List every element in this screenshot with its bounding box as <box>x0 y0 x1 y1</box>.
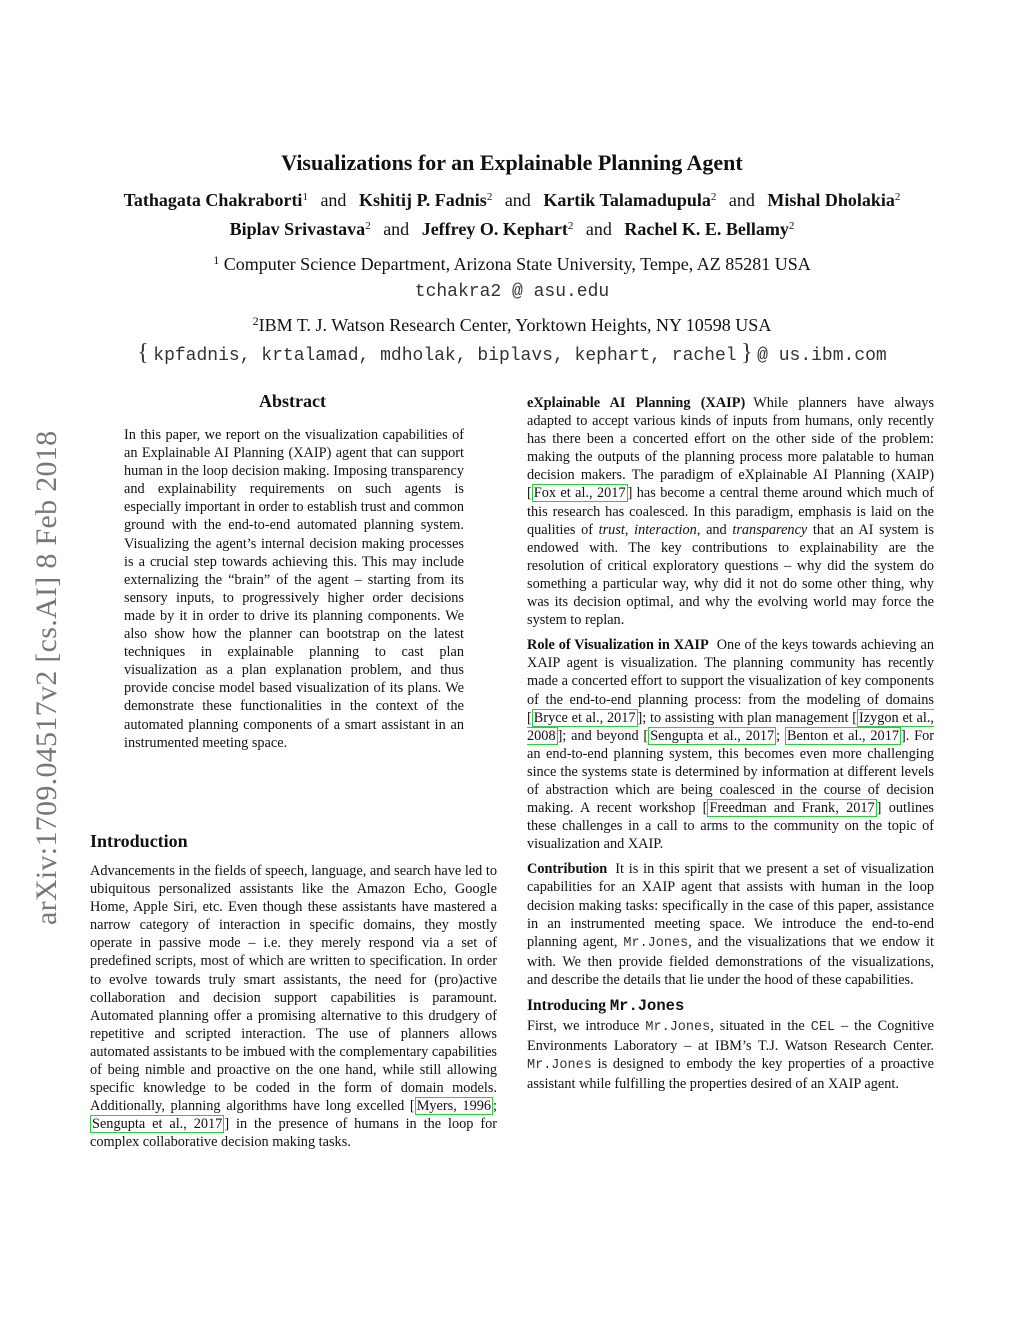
emph-text: interaction <box>634 521 697 538</box>
emph-text: trust <box>598 521 625 538</box>
author-name: Mishal Dholakia <box>767 190 895 210</box>
author-sup: 1 <box>302 191 308 203</box>
para-text: – the Cognitive Environments Laboratory – at IBM’s T.J. Watson Research Center. <box>527 1018 934 1055</box>
para-text: ] has become a central theme around which much of this research has coalesced. In this paradigm, emphasis is laid on the qualities of <box>527 485 934 538</box>
author-name: Jeffrey O. Kephart <box>421 219 568 239</box>
email-domain: @ us.ibm.com <box>757 346 887 366</box>
para-text: ]; to assisting with plan management [ <box>637 709 857 726</box>
author-name: Rachel K. E. Bellamy <box>624 219 789 239</box>
para-text: One of the keys towards achieving an XAIP agent is visualization. The planning community has recently made a concerted effort to support the visualization of key components of the end-to-end planning process: from the modeling of domains [ <box>527 637 934 726</box>
author-name: Biplav Srivastava <box>229 219 366 239</box>
intro-body <box>90 862 497 1152</box>
affiliation-text: IBM T. J. Watson Research Center, Yorktown Heights, NY 10598 USA <box>258 315 772 335</box>
para-text: ]. For an end-to-end planning system, this becomes even more challenging since the systems state is determined by information at different levels of abstraction which are being coalesced in the course of decision making. A recent workshop [ <box>527 727 934 817</box>
para-text: While planners have always adapted to accept various kinds of inputs from humans, only recently has there been a concerted effort on the other side of the problem: making the outputs of the planning process more palatable to human decision makers. The paradigm of eXplainable AI Planning (XAIP) [ <box>527 395 935 502</box>
brace-open: { <box>137 340 149 366</box>
code-text: Mr.Jones <box>623 935 689 951</box>
and-word: and <box>504 190 531 210</box>
intro-text: ] in the presence of humans in the loop for complex collaborative decision making tasks. <box>90 1116 497 1151</box>
affiliation-text: Computer Science Department, Arizona State University, Tempe, AZ 85281 USA <box>223 254 811 274</box>
email-names: kpfadnis, krtalamad, mdholak, biplavs, kephart, rachel <box>153 346 737 366</box>
affiliation-sup: 2 <box>252 314 259 328</box>
author-sup: 2 <box>365 220 371 232</box>
role-paragraph <box>527 636 934 853</box>
para-text: ] outlines these challenges in a call to arms to the community on the topic of visualization and XAIP. <box>527 800 934 853</box>
para-text: , and <box>696 521 733 538</box>
cite-sep: ; <box>776 727 785 744</box>
citation-link[interactable]: Fox et al., 2017 <box>533 485 626 502</box>
author-name: Kshitij P. Fadnis <box>358 190 487 210</box>
email-1: tchakra2 @ asu.edu <box>414 282 610 302</box>
para-text: It is in this spirit that we present a set of visualization capabilities for an XAIP agent that assists with human in the loop decision making tasks: specifically in the case of this paper, assistance in an instrumented meeting space. We introduce the end-to-end planning agent, <box>527 861 934 950</box>
citation-link[interactable]: Freedman and Frank, 2017 <box>709 800 875 817</box>
para-text: ]; and beyond [ <box>557 727 649 744</box>
para-text: , <box>624 521 635 538</box>
and-word: and <box>383 219 410 239</box>
author-sup: 2 <box>788 220 795 232</box>
xaip-paragraph <box>527 394 934 629</box>
authors-line-2 <box>0 219 1024 240</box>
abstract-body: In this paper, we report on the visualization capabilities of an Explainable AI Planning (XAIP) agent that can support human in the loop decision making. Imposing transparency and explainability requirements on such agents is especially important in order to establish trust and common ground with the end-to-end automated planning system. Visualizing the agent’s internal decision making processes is a crucial step towards achieving this. This may include externalizing the “brain” of the agent – starting from its sensory inputs, to progressively higher order decisions made by it in order to drive its planning components. We also show how the planner can bootstrap on the latest techniques in explainable planning to cast plan visualization as a plan explanation problem, and thus provide concise model based visualization of its plans. We demonstrate these functionalities in the context of the automated planning components of a smart assistant in an instrumented meeting space. <box>124 427 464 751</box>
para-text: , and the visualizations that we endow it with. We then provide fielded demonstrations of the visualizations, and describe the details that lie under the hood of these capabilities. <box>527 933 934 988</box>
author-sup: 2 <box>894 191 901 203</box>
emph-text: transparency <box>732 521 808 538</box>
citation-link[interactable]: Sengupta et al., 2017 <box>650 727 775 744</box>
cite-sep: ; <box>493 1098 498 1115</box>
citation-link[interactable]: Izygon et al., 2008 <box>527 709 934 744</box>
citation-link[interactable]: Sengupta et al., 2017 <box>92 1116 223 1133</box>
affiliation-2 <box>0 314 1024 336</box>
para-text: , situated in the <box>710 1018 811 1035</box>
citation-link[interactable]: Myers, 1996 <box>416 1098 492 1115</box>
arxiv-stamp: arXiv:1709.04517v2 [cs.AI] 8 Feb 2018 <box>30 430 63 925</box>
and-word: and <box>585 219 612 239</box>
code-text: CEL <box>810 1020 836 1036</box>
author-name: Kartik Talamadupula <box>543 190 711 210</box>
and-word: and <box>728 190 755 210</box>
citation-link[interactable]: Bryce et al., 2017 <box>533 709 636 726</box>
contribution-runin-heading: Contribution <box>527 861 608 878</box>
author-name: Tathagata Chakraborti <box>123 190 303 210</box>
code-text: Mr.Jones <box>645 1020 711 1036</box>
para-text: is designed to embody the key properties of a proactive assistant while fulfilling the properties desired of an XAIP agent. <box>527 1056 934 1093</box>
paper-title: Visualizations for an Explainable Planning Agent <box>281 150 743 175</box>
role-runin-heading: Role of Visualization in XAIP <box>527 637 709 654</box>
intro-heading: Introduction <box>90 831 188 851</box>
email-2 <box>0 340 1024 367</box>
subhead-text: Introducing <box>527 997 610 1014</box>
abstract-heading: Abstract <box>259 391 326 411</box>
brace-close: } <box>741 340 753 366</box>
author-sup: 2 <box>710 191 717 203</box>
affiliation-sup: 1 <box>213 253 220 267</box>
authors-line-1 <box>0 190 1024 211</box>
subhead-code: Mr.Jones <box>609 997 685 1015</box>
introducing-heading <box>527 997 934 1015</box>
contribution-paragraph <box>527 860 934 989</box>
para-text: that an AI system is endowed with. The key contributions to explainability are the resolution of critical exploratory questions – why did the system do something a particular way, why did it not do some other thing, why was its decision optimal, and why the evolving world may force the system to replan. <box>527 521 934 629</box>
right-column <box>527 394 934 1100</box>
code-text: Mr.Jones <box>527 1058 592 1074</box>
para-text: First, we introduce <box>527 1018 646 1035</box>
affiliation-1 <box>0 253 1024 275</box>
and-word: and <box>320 190 347 210</box>
author-sup: 2 <box>486 191 493 203</box>
author-sup: 2 <box>567 220 574 232</box>
introducing-paragraph <box>527 1017 934 1093</box>
intro-text: Advancements in the fields of speech, language, and search have led to ubiquitous personalized assistants like the Amazon Echo, Google Home, Apple Siri, etc. Even though these assistants have mastered a narrow category of interaction in specific domains, they mostly operate in passive mode – i.e. they merely respond via a set of predefined scripts, most of which are written to specification. In order to evolve towards truly smart assistants, the need for (pro)active collaboration and decision support capabilities is paramount. Automated planning offer a promising alternative to this drudgery of repetitive and scripted interaction. The use of planners allows automated assistants to be imbued with the complementary capabilities of being nimble and proactive on the one hand, while still allowing specific knowledge to be coded in the form of domain models. Additionally, planning algorithms have long excelled [ <box>90 863 497 1115</box>
xaip-runin-heading: eXplainable AI Planning (XAIP) <box>527 395 746 411</box>
citation-link[interactable]: Benton et al., 2017 <box>786 727 899 744</box>
